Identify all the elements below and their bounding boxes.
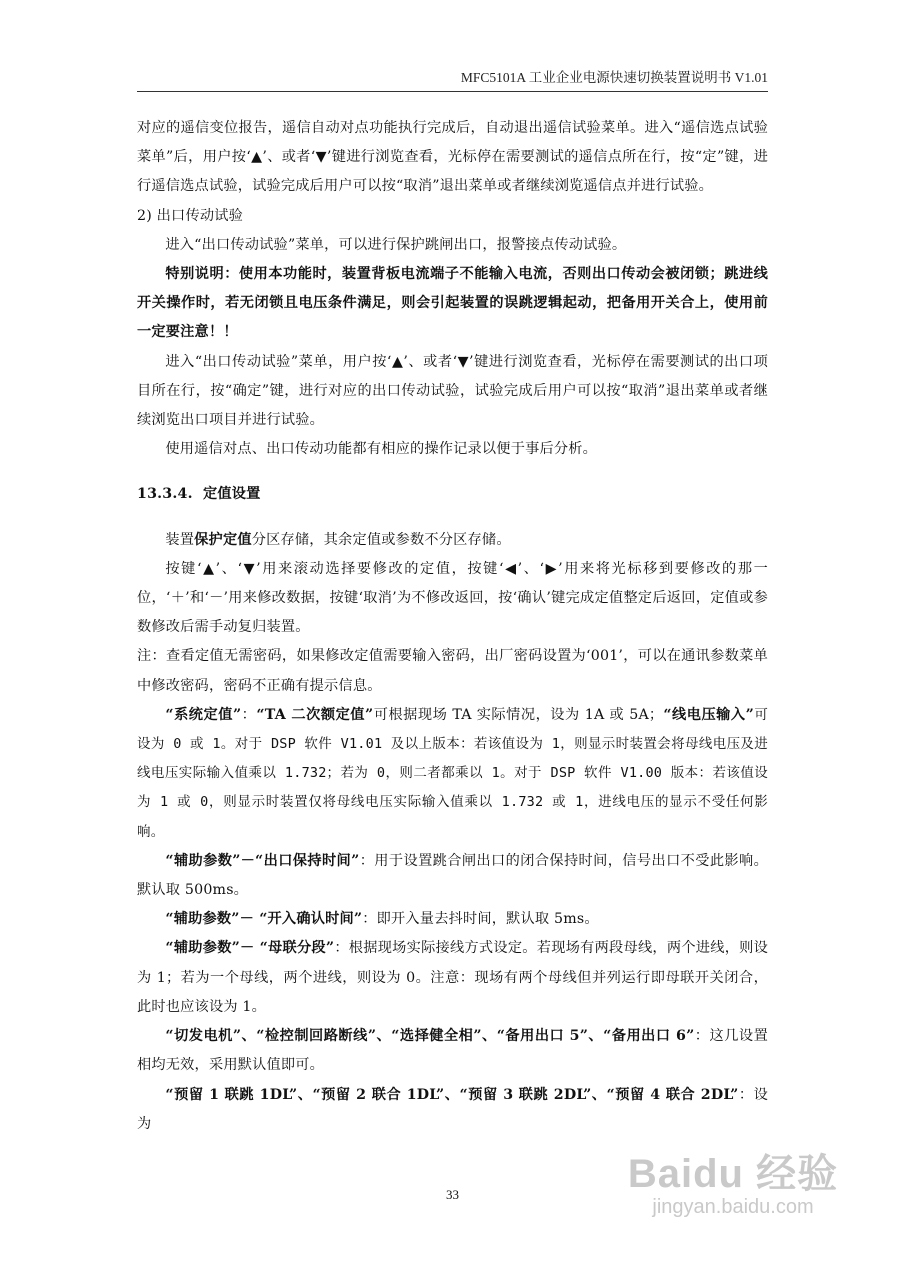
paragraph-reserved-settings <box>137 1081 768 1139</box>
paragraph-key-operations: 按键‘▲’、‘▼’用来滚动选择要修改的定值，按键‘◀’、‘▶’用来将光标移到要修改的那一位，‘＋’和‘－’用来修改数据，按键‘取消’为不修改返回，按‘确认’键完成定值整定后返回，定值或参数修改后需手动复归装置。 <box>137 560 768 636</box>
paragraph-storage <box>137 526 768 555</box>
paragraph-output-test-intro: 进入“出口传动试验”菜单，可以进行保护跳闸出口，报警接点传动试验。 <box>165 236 627 253</box>
text: 分区存储，其余定值或参数不分区存储。 <box>251 531 511 548</box>
paragraph-invalid-settings <box>137 1022 768 1080</box>
text: ：用于设置跳合闸出口的闭合保持时间，信号出口不受此影响。默认取 500ms。 <box>137 852 768 899</box>
text: ：根据现场实际接线方式设定。若现场有两段母线，两个进线，则设为 1；若为一个母线，两个进线，则设为 0。注意：现场有两个母线但并列运行即母联开关闭合，此时也应该设为 1。 <box>137 940 768 1015</box>
paragraph-output-test-procedure: 进入“出口传动试验”菜单，用户按‘▲’、或者‘▼’键进行浏览查看，光标停在需要测试的出口项目所在行，按“确定”键，进行对应的出口传动试验，试验完成后用户可以按“取消”退出菜单或者继续浏览出口项目并进行试验。 <box>137 353 768 429</box>
text: ： <box>241 706 257 723</box>
paragraph-output-hold-time <box>137 847 768 905</box>
paragraph-special-note: 特别说明：使用本功能时，装置背板电流端子不能输入电流，否则出口传动会被闭锁；跳进线开关操作时，若无闭锁且电压条件满足，则会引起装置的误跳逻辑起动，把备用开关合上，使用前一定要注意！！ <box>137 266 768 341</box>
page-content <box>137 114 768 1139</box>
watermark-url: jingyan.baidu.com <box>652 1196 814 1218</box>
paragraph-bus-section <box>137 934 768 1022</box>
text: 可设为 0 或 1。对于 DSP 软件 V1.01 及以上版本：若该值设为 1，则显示时装置会将母线电压及进线电压实际输入值乘以 1.732；若为 0，则二者都乘以 1。对于 DSP 软件 V1.00 版本：若该值设为 1 或 0，则显示时装置仅将母线电压实际输入值乘以 1.732 或 1，进线电压的显示不受任何影响。 <box>137 706 769 840</box>
text: 可根据现场 TA 实际情况，设为 1A 或 5A； <box>373 706 664 723</box>
bold-text: “TA 二次额定值” <box>256 706 374 723</box>
page-number: 33 <box>446 1187 459 1202</box>
paragraph-input-confirm-time <box>137 905 768 934</box>
section-title: 定值设置 <box>203 486 261 503</box>
paragraph-operation-record: 使用遥信对点、出口传动功能都有相应的操作记录以便于事后分析。 <box>165 441 598 458</box>
bold-text: “切发电机”、“检控制回路断线”、“选择健全相”、“备用出口 5”、“备用出口 6” <box>165 1028 695 1045</box>
paragraph-system-settings <box>137 701 768 847</box>
document-title: MFC5101A 工业企业电源快速切换装置说明书 V1.01 <box>460 70 768 85</box>
bold-text: 保护定值 <box>194 531 252 548</box>
baidu-jingyan-logo: Baidu 经验 <box>627 1152 839 1196</box>
bold-text: “辅助参数”－“出口保持时间” <box>165 852 360 869</box>
bold-text: “辅助参数”－ “开入确认时间” <box>165 911 363 928</box>
text: 装置 <box>165 531 195 548</box>
page-header <box>137 66 768 92</box>
text: ：这几设置相均无效，采用默认值即可。 <box>137 1028 768 1074</box>
list-item-output-transmission-test: 2) 出口传动试验 <box>137 207 243 224</box>
bold-text: “线电压输入” <box>663 706 754 723</box>
section-number: 13.3.4. <box>137 486 193 503</box>
watermark <box>618 1152 848 1218</box>
bold-text: “预留 1 联跳 1DL”、“预留 2 联合 1DL”、“预留 3 联跳 2DL”、“预留 4 联合 2DL” <box>165 1086 739 1103</box>
text: ：即开入量去抖时间，默认取 5ms。 <box>362 911 599 928</box>
bold-text: “系统定值” <box>165 706 242 723</box>
paragraph-remote-signal-selection: 对应的遥信变位报告，遥信自动对点功能执行完成后，自动退出遥信试验菜单。进入“遥信选点试验菜单”后，用户按‘▲’、或者‘▼’键进行浏览查看，光标停在需要测试的遥信点所在行，按“定”键，进行遥信选点试验，试验完成后用户可以按“取消”退出菜单或者继续浏览遥信点并进行试验。 <box>137 120 768 195</box>
section-heading <box>137 480 768 509</box>
text: ：设为 <box>137 1086 769 1132</box>
paragraph-password-note: 注：查看定值无需密码，如果修改定值需要输入密码，出厂密码设置为‘001’，可以在通讯参数菜单中修改密码，密码不正确有提示信息。 <box>137 648 768 694</box>
bold-text: “辅助参数”－ “母联分段” <box>165 940 335 957</box>
